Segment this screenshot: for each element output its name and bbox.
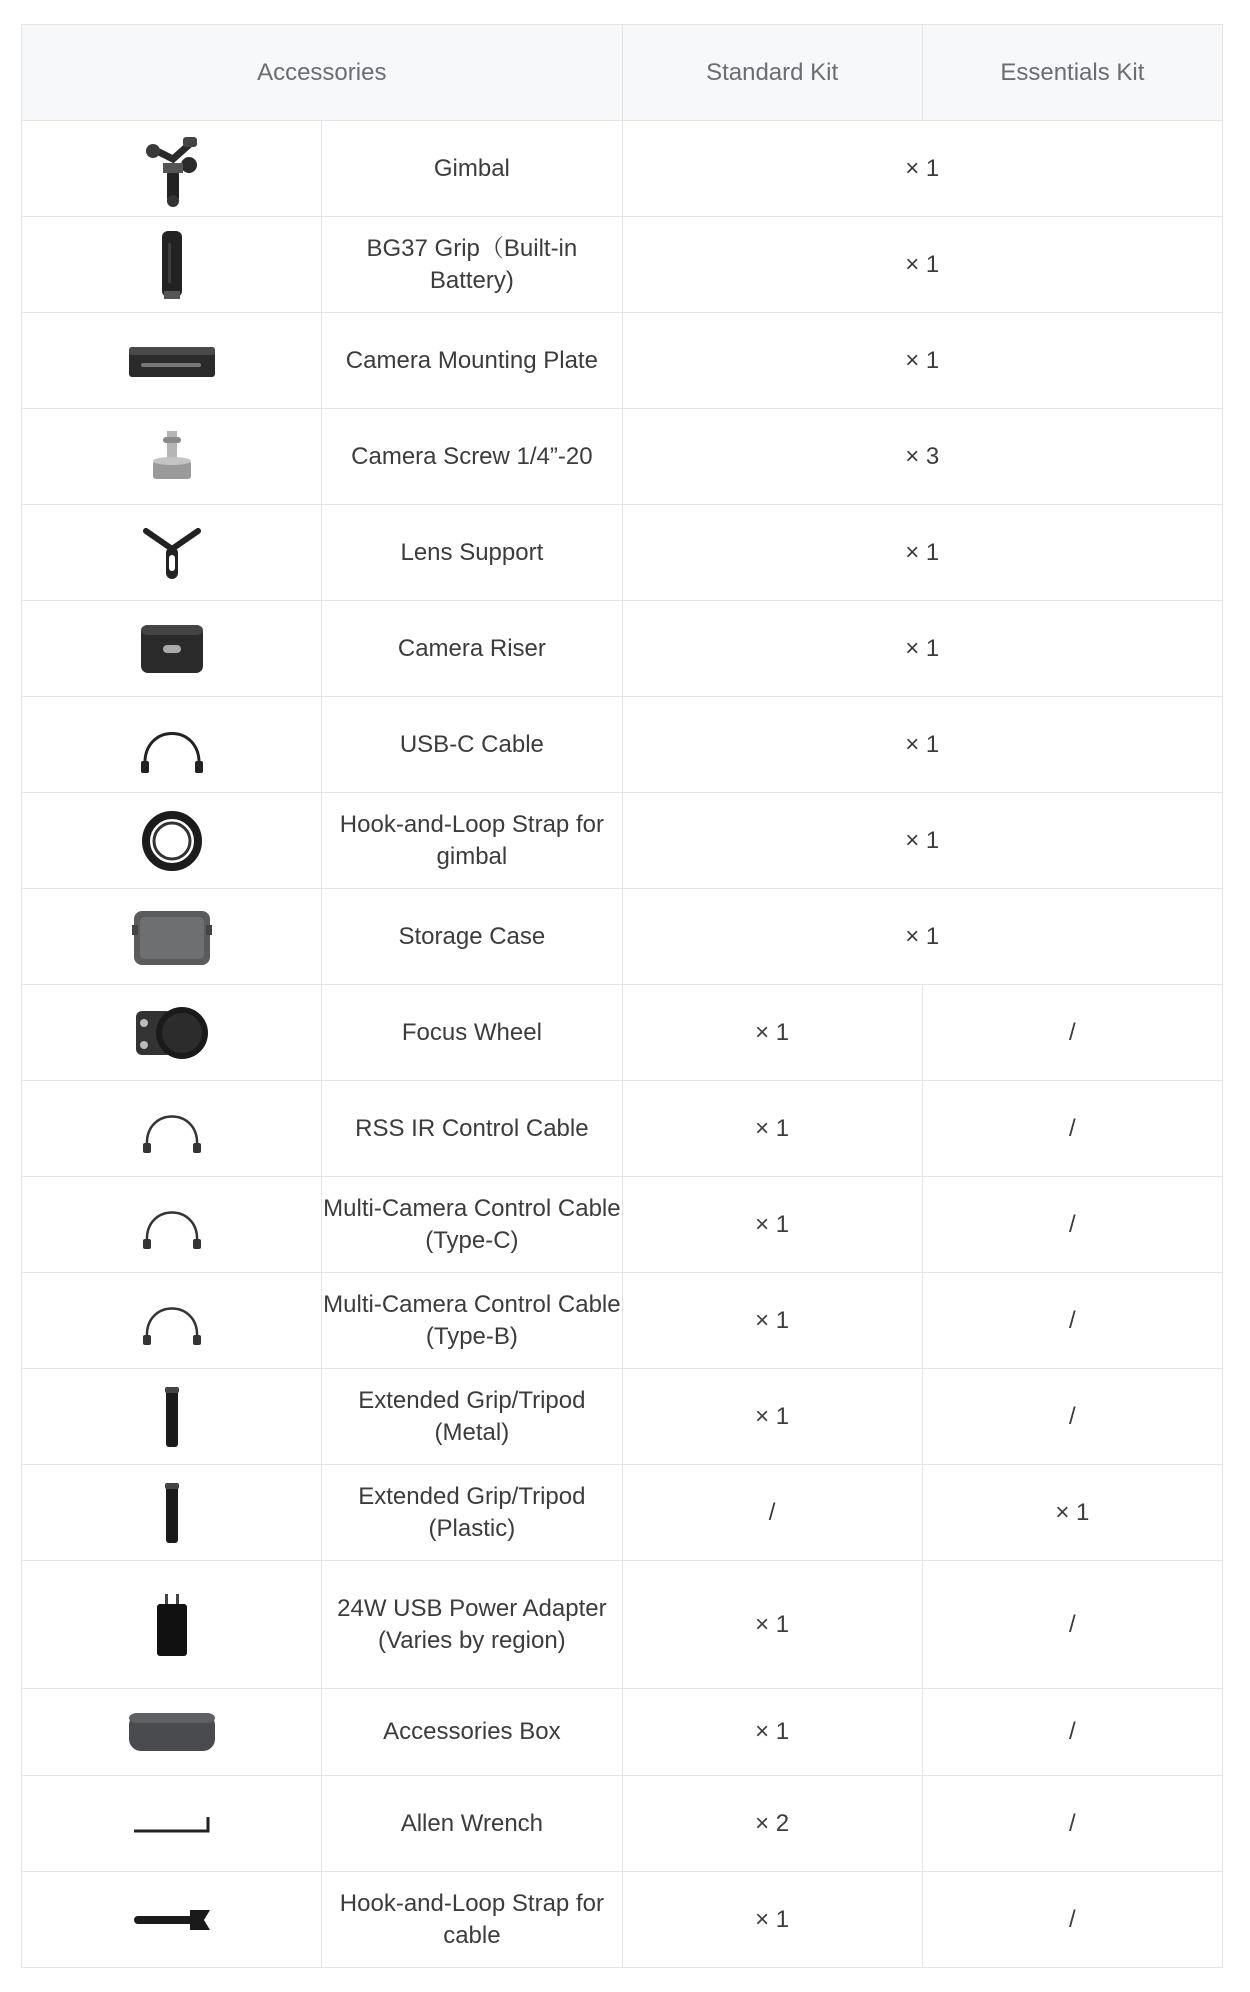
table-row xyxy=(22,1465,1223,1561)
item-qty-both: × 1 xyxy=(622,793,1223,889)
table-row xyxy=(22,1561,1223,1689)
item-qty-both: × 1 xyxy=(622,313,1223,409)
item-image-cell xyxy=(22,1465,322,1561)
item-name: Extended Grip/Tripod (Plastic) xyxy=(322,1465,622,1561)
item-name: Lens Support xyxy=(322,505,622,601)
power-adapter-icon xyxy=(152,1592,192,1658)
item-image-cell xyxy=(22,409,322,505)
item-image-cell xyxy=(22,985,322,1081)
item-qty-both: × 1 xyxy=(622,217,1223,313)
focus-wheel-icon xyxy=(132,1003,212,1063)
gimbal-icon xyxy=(137,129,207,209)
tripod-metal-icon xyxy=(157,1384,187,1450)
header-accessories: Accessories xyxy=(22,25,623,121)
item-qty-both: × 1 xyxy=(622,697,1223,793)
item-qty-essentials: / xyxy=(922,1561,1222,1689)
item-image-cell xyxy=(22,1273,322,1369)
item-qty-essentials: / xyxy=(922,1273,1222,1369)
item-image-cell xyxy=(22,1561,322,1689)
item-qty-standard: × 1 xyxy=(622,1369,922,1465)
item-image-cell xyxy=(22,505,322,601)
item-name xyxy=(322,1561,622,1689)
control-cable-c-icon xyxy=(137,1195,207,1255)
table-row xyxy=(22,1872,1223,1968)
table-row xyxy=(22,1273,1223,1369)
item-name-line2: (Varies by region) xyxy=(378,1626,566,1654)
storage-case-icon xyxy=(130,905,214,969)
item-name: Allen Wrench xyxy=(322,1776,622,1872)
item-image-cell xyxy=(22,1081,322,1177)
item-name: Hook-and-Loop Strap for gimbal xyxy=(322,793,622,889)
item-image-cell xyxy=(22,1872,322,1968)
item-qty-essentials: / xyxy=(922,1776,1222,1872)
item-name: USB-C Cable xyxy=(322,697,622,793)
item-name: Focus Wheel xyxy=(322,985,622,1081)
item-qty-standard: / xyxy=(622,1465,922,1561)
item-qty-standard: × 1 xyxy=(622,985,922,1081)
item-qty-essentials: / xyxy=(922,1177,1222,1273)
item-image-cell xyxy=(22,793,322,889)
item-image-cell xyxy=(22,1689,322,1776)
table-row xyxy=(22,1177,1223,1273)
item-name: Extended Grip/Tripod (Metal) xyxy=(322,1369,622,1465)
item-qty-standard: × 1 xyxy=(622,1561,922,1689)
item-qty-both: × 1 xyxy=(622,601,1223,697)
item-name: BG37 Grip（Built-in Battery) xyxy=(322,217,622,313)
lens-support-icon xyxy=(140,523,204,583)
table-row xyxy=(22,697,1223,793)
item-qty-essentials: × 1 xyxy=(922,1465,1222,1561)
item-qty-standard: × 1 xyxy=(622,1872,922,1968)
header-standard-kit: Standard Kit xyxy=(622,25,922,121)
table-row xyxy=(22,1081,1223,1177)
item-qty-essentials: / xyxy=(922,1369,1222,1465)
item-name: Multi-Camera Control Cable (Type-B) xyxy=(322,1273,622,1369)
cable-strap-icon xyxy=(130,1905,214,1935)
table-row xyxy=(22,505,1223,601)
allen-wrench-icon xyxy=(130,1809,214,1839)
battery-grip-icon xyxy=(152,227,192,303)
item-image-cell xyxy=(22,313,322,409)
accessories-table xyxy=(21,24,1223,1968)
item-image-cell xyxy=(22,217,322,313)
item-qty-essentials: / xyxy=(922,1081,1222,1177)
header-essentials-kit: Essentials Kit xyxy=(922,25,1222,121)
item-image-cell xyxy=(22,121,322,217)
accessories-box-icon xyxy=(127,1709,217,1755)
item-qty-both: × 1 xyxy=(622,121,1223,217)
table-row xyxy=(22,889,1223,985)
table-row xyxy=(22,1689,1223,1776)
usb-c-cable-icon xyxy=(137,713,207,777)
table-row xyxy=(22,1369,1223,1465)
item-qty-standard: × 1 xyxy=(622,1081,922,1177)
table-row xyxy=(22,121,1223,217)
item-name: Storage Case xyxy=(322,889,622,985)
item-qty-both: × 3 xyxy=(622,409,1223,505)
item-image-cell xyxy=(22,1369,322,1465)
item-qty-both: × 1 xyxy=(622,889,1223,985)
item-image-cell xyxy=(22,889,322,985)
mounting-plate-icon xyxy=(127,341,217,381)
table-row xyxy=(22,601,1223,697)
table-row xyxy=(22,1776,1223,1872)
item-name: Gimbal xyxy=(322,121,622,217)
table-row xyxy=(22,409,1223,505)
item-name: Multi-Camera Control Cable (Type-C) xyxy=(322,1177,622,1273)
ir-cable-icon xyxy=(137,1099,207,1159)
item-name: Camera Screw 1/4”-20 xyxy=(322,409,622,505)
item-image-cell xyxy=(22,697,322,793)
table-row xyxy=(22,793,1223,889)
item-qty-essentials: / xyxy=(922,1872,1222,1968)
item-image-cell xyxy=(22,1776,322,1872)
item-qty-standard: × 2 xyxy=(622,1776,922,1872)
item-name: Accessories Box xyxy=(322,1689,622,1776)
item-name: Hook-and-Loop Strap for cable xyxy=(322,1872,622,1968)
camera-riser-icon xyxy=(137,621,207,677)
item-image-cell xyxy=(22,1177,322,1273)
item-qty-standard: × 1 xyxy=(622,1689,922,1776)
item-qty-both: × 1 xyxy=(622,505,1223,601)
table-row xyxy=(22,313,1223,409)
table-row xyxy=(22,217,1223,313)
item-qty-essentials: / xyxy=(922,1689,1222,1776)
table-row xyxy=(22,985,1223,1081)
control-cable-b-icon xyxy=(137,1291,207,1351)
header-row xyxy=(22,25,1223,121)
tripod-plastic-icon xyxy=(157,1480,187,1546)
item-name-line1: 24W USB Power Adapter xyxy=(337,1594,607,1622)
item-name: RSS IR Control Cable xyxy=(322,1081,622,1177)
camera-screw-icon xyxy=(147,427,197,487)
item-name: Camera Mounting Plate xyxy=(322,313,622,409)
item-name: Camera Riser xyxy=(322,601,622,697)
item-qty-standard: × 1 xyxy=(622,1177,922,1273)
item-qty-standard: × 1 xyxy=(622,1273,922,1369)
item-image-cell xyxy=(22,601,322,697)
item-qty-essentials: / xyxy=(922,985,1222,1081)
coiled-strap-icon xyxy=(137,808,207,874)
